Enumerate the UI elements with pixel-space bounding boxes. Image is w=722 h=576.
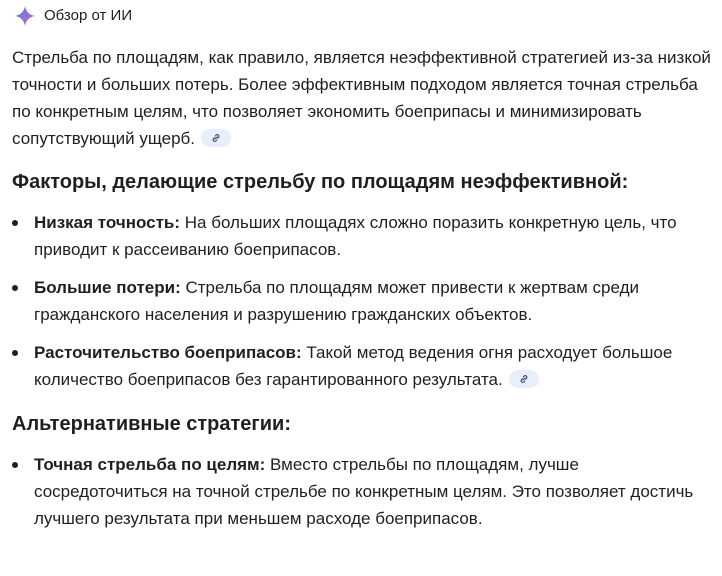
item-text: Стрельба по площадям может привести к жертвам среди гражданского населения и разрушению гражданских объектов. [34,278,639,324]
gemini-spark-icon [14,5,36,27]
item-text: Вместо стрельбы по площадям, лучше сосредоточиться на точной стрельбе по конкретным целям. Это позволяет достичь лучшего результата при меньшем расходе боеприпасов. [34,455,694,528]
section-heading-alternatives: Альтернативные стратегии: [12,413,292,435]
item-term: Точная стрельба по целям: [34,455,266,474]
bullet-dot [12,462,18,468]
intro-text: Стрельба по площадям, как правило, является неэффективной стратегией из-за низкой точности и больших потерь. Более эффективным подходом является точная стрельба по конкретным целям, что позволяет экономить боеприпасы и минимизировать сопутствующий ущерб. [12,48,711,148]
source-link-button[interactable] [201,129,231,147]
bullet-dot [12,350,18,356]
ai-overview-title: Обзор от ИИ [44,7,133,24]
item-term: Большие потери: [34,278,181,297]
ai-overview-header [14,4,132,28]
link-icon [518,373,530,385]
alternatives-list [12,451,712,532]
factors-list [12,209,712,393]
source-link-button[interactable] [509,370,539,388]
intro-paragraph [12,44,712,152]
item-term: Расточительство боеприпасов: [34,343,302,362]
list-item [12,339,712,393]
link-icon [210,132,222,144]
list-item [12,209,712,263]
bullet-dot [12,285,18,291]
list-item [12,451,712,532]
list-item [12,274,712,328]
item-term: Низкая точность: [34,213,181,232]
bullet-dot [12,220,18,226]
section-heading-factors: Факторы, делающие стрельбу по площадям неэффективной: [12,171,629,193]
item-text: Такой метод ведения огня расходует большое количество боеприпасов без гарантированного результата. [34,343,673,389]
ai-overview-content [12,44,712,543]
item-text: На больших площадях сложно поразить конкретную цель, что приводит к рассеиванию боеприпасов. [34,213,677,259]
